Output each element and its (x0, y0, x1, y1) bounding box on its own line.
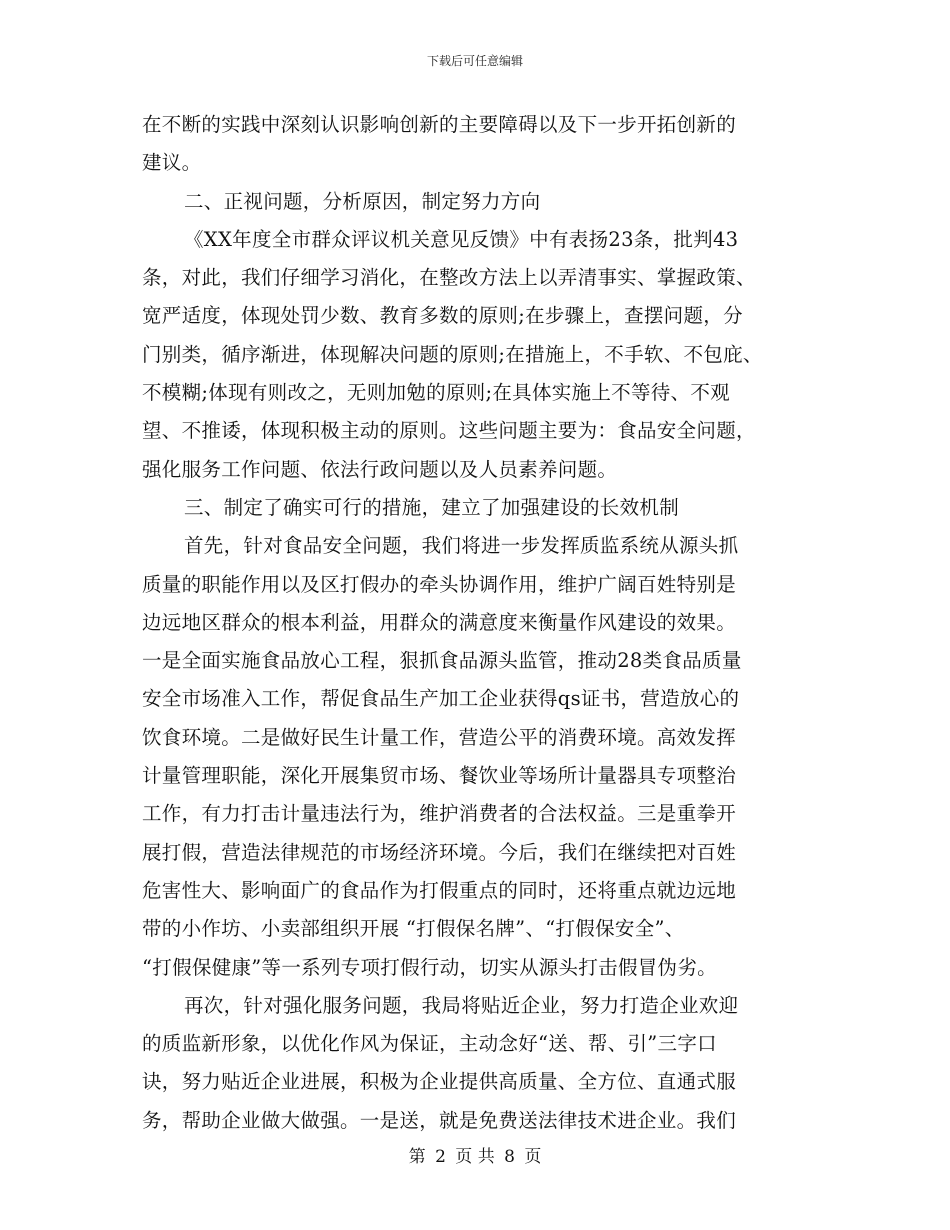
footer-total-pages: 8 (504, 1147, 515, 1167)
footer-suffix: 页 (524, 1147, 542, 1167)
paragraph-line: “打假保健康”等一系列专项打假行动，切实从源头打击假冒伪劣。 (142, 955, 717, 979)
paragraph-line: 望、不推诿，体现积极主动的原则。这些问题主要为：食品安全问题， (142, 419, 756, 443)
page-footer (0, 1146, 950, 1168)
paragraph-line: 危害性大、影响面广的食品作为打假重点的同时，还将重点就边远地 (142, 878, 737, 902)
section-heading: 二、正视问题，分析原因，制定努力方向 (184, 189, 541, 213)
paragraph-line: 务，帮助企业做大做强。一是送，就是免费送法律技术进企业。我们 (142, 1108, 737, 1132)
footer-prefix: 第 (408, 1147, 426, 1167)
paragraph-line: 计量管理职能，深化开展集贸市场、餐饮业等场所计量器具专项整治 (142, 764, 737, 788)
paragraph-line: 首先，针对食品安全问题，我们将进一步发挥质监系统从源头抓 (184, 534, 739, 558)
paragraph-line: 展打假，营造法律规范的市场经济环境。今后，我们在继续把对百姓 (142, 840, 737, 864)
paragraph-line: 不模糊;体现有则改之，无则加勉的原则;在具体实施上不等待、不观 (142, 381, 730, 405)
page-header: 下载后可任意编辑 (426, 54, 523, 68)
paragraph-line: 强化服务工作问题、依法行政问题以及人员素养问题。 (142, 457, 618, 481)
paragraph-line: 饮食环境。二是做好民生计量工作，营造公平的消费环境。高效发挥 (142, 725, 737, 749)
paragraph-line: 一是全面实施食品放心工程，狠抓食品源头监管，推动28类食品质量 (142, 649, 742, 673)
paragraph-line: 边远地区群众的根本利益，用群众的满意度来衡量作风建设的效果。 (142, 610, 737, 634)
paragraph-line: 的质监新形象，以优化作风为保证，主动念好“送、帮、引”三字口 (142, 1032, 717, 1056)
body-text (142, 106, 802, 1140)
paragraph-line: 再次，针对强化服务问题，我局将贴近企业，努力打造企业欢迎 (184, 993, 739, 1017)
paragraph-line: 在不断的实践中深刻认识影响创新的主要障碍以及下一步开拓创新的 (142, 113, 737, 136)
footer-page-number: 2 (435, 1147, 446, 1167)
paragraph-line: 门别类，循序渐进，体现解决问题的原则;在措施上，不手软、不包庇、 (142, 342, 763, 366)
paragraph-line: 《XX年度全市群众评议机关意见反馈》中有表扬23条，批判43 (184, 227, 739, 251)
paragraph-line: 工作，有力打击计量违法行为，维护消费者的合法权益。三是重拳开 (142, 802, 737, 826)
paragraph-line: 宽严适度，体现处罚少数、教育多数的原则;在步骤上，查摆问题，分 (142, 304, 743, 328)
paragraph-line: 建议。 (142, 151, 202, 175)
paragraph-line: 质量的职能作用以及区打假办的牵头协调作用，维护广阔百姓特别是 (142, 572, 737, 596)
footer-mid: 页 共 (455, 1147, 495, 1167)
section-heading: 三、制定了确实可行的措施，建立了加强建设的长效机制 (184, 495, 680, 519)
paragraph-line: 诀，努力贴近企业进展，积极为企业提供高质量、全方位、直通式服 (142, 1070, 737, 1094)
paragraph-line: 带的小作坊、小卖部组织开展 “打假保名牌”、“打假保安全”、 (142, 917, 685, 941)
paragraph-line: 安全市场准入工作，帮促食品生产加工企业获得qs证书，营造放心的 (142, 687, 740, 711)
paragraph-line: 条，对此，我们仔细学习消化，在整改方法上以弄清事实、掌握政策、 (142, 266, 756, 290)
